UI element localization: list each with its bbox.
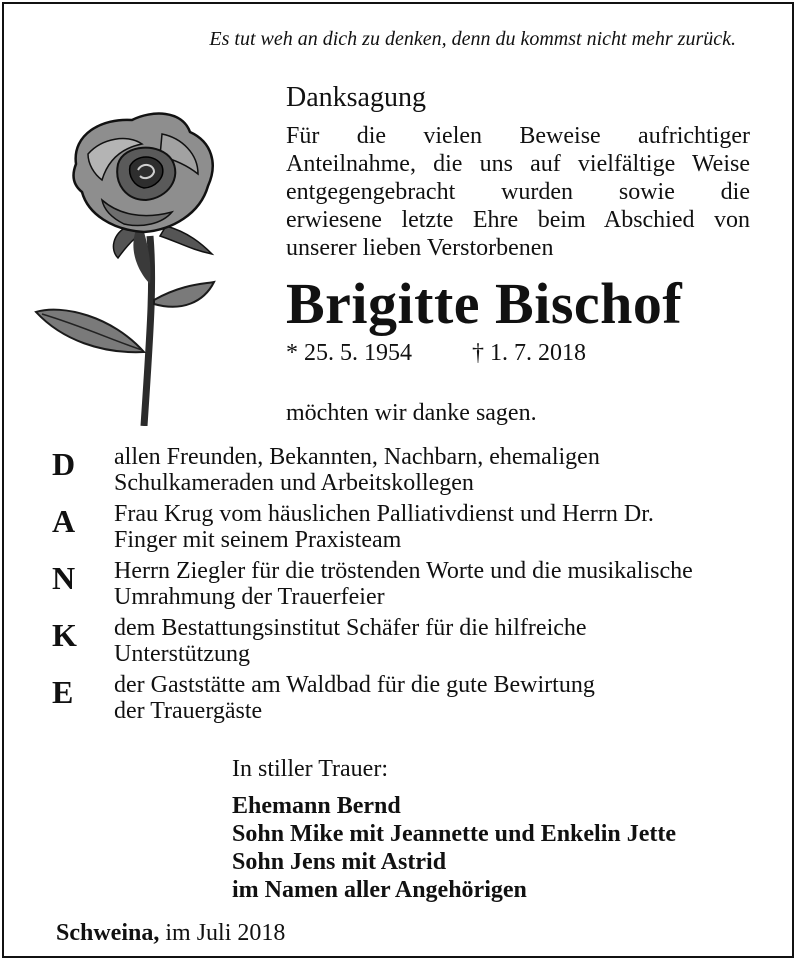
- thanks-item: [114, 558, 774, 615]
- family-member: Sohn Jens mit Astrid: [232, 849, 447, 875]
- thanks-line: dem Bestattungsinstitut Schäfer für die hilfreiche: [114, 615, 587, 641]
- danke-letter: D: [52, 446, 76, 482]
- thanks-item: [114, 444, 774, 501]
- thanks-list: [114, 444, 774, 729]
- footer-date: im Juli 2018: [165, 920, 286, 946]
- footer-town: Schweina,: [56, 920, 160, 946]
- intro-line: Anteilnahme, die uns auf vielfältige Weise: [286, 151, 750, 177]
- family-member: Sohn Mike mit Jeannette und Enkelin Jette: [232, 821, 677, 847]
- intro-line: unserer lieben Verstorbenen: [286, 235, 554, 261]
- footer: [56, 920, 285, 947]
- thanks-line: der Gaststätte am Waldbad für die gute Bewirtung: [114, 672, 595, 698]
- closing-line: möchten wir danke sagen.: [286, 400, 537, 426]
- intro-line: entgegengebracht wurden sowie die: [286, 179, 750, 205]
- heading: Danksagung: [286, 82, 426, 113]
- intro-line: erwiesene letzte Ehre beim Abschied von: [286, 207, 750, 233]
- thanks-line: Frau Krug vom häuslichen Palliativdienst und Herrn Dr.: [114, 501, 654, 527]
- thanks-line: Finger mit seinem Praxisteam: [114, 527, 402, 553]
- thanks-line: Herrn Ziegler für die tröstenden Worte und die musikalische: [114, 558, 693, 584]
- life-dates: [286, 340, 586, 367]
- motto: Es tut weh an dich zu denken, denn du kommst nicht mehr zurück.: [209, 28, 736, 50]
- notice-frame: [2, 2, 794, 958]
- thanks-item: [114, 615, 774, 672]
- death-date: † 1. 7. 2018: [472, 340, 586, 366]
- danke-letter: A: [52, 503, 76, 539]
- birth-date: * 25. 5. 1954: [286, 340, 412, 366]
- deceased-name: Brigitte Bischof: [286, 271, 683, 336]
- danke-letter: N: [52, 560, 76, 596]
- danke-letter: E: [52, 674, 74, 710]
- intro-line: Für die vielen Beweise aufrichtiger: [286, 123, 750, 149]
- danke-letter: K: [52, 617, 77, 653]
- danke-acrostic: [52, 444, 92, 729]
- thanks-line: Schulkameraden und Arbeitskollegen: [114, 470, 474, 496]
- mourning-label: In stiller Trauer:: [232, 756, 388, 782]
- intro-text: [286, 122, 750, 262]
- thanks-line: allen Freunden, Bekannten, Nachbarn, ehemaligen: [114, 444, 600, 470]
- thanks-line: Unterstützung: [114, 641, 250, 667]
- thanks-item: [114, 672, 774, 729]
- rose-icon: [32, 104, 252, 426]
- family-member: Ehemann Bernd: [232, 793, 401, 819]
- family-list: [232, 792, 676, 904]
- thanks-item: [114, 501, 774, 558]
- thanks-line: der Trauergäste: [114, 698, 263, 724]
- family-member: im Namen aller Angehörigen: [232, 877, 527, 903]
- thanks-line: Umrahmung der Trauerfeier: [114, 584, 385, 610]
